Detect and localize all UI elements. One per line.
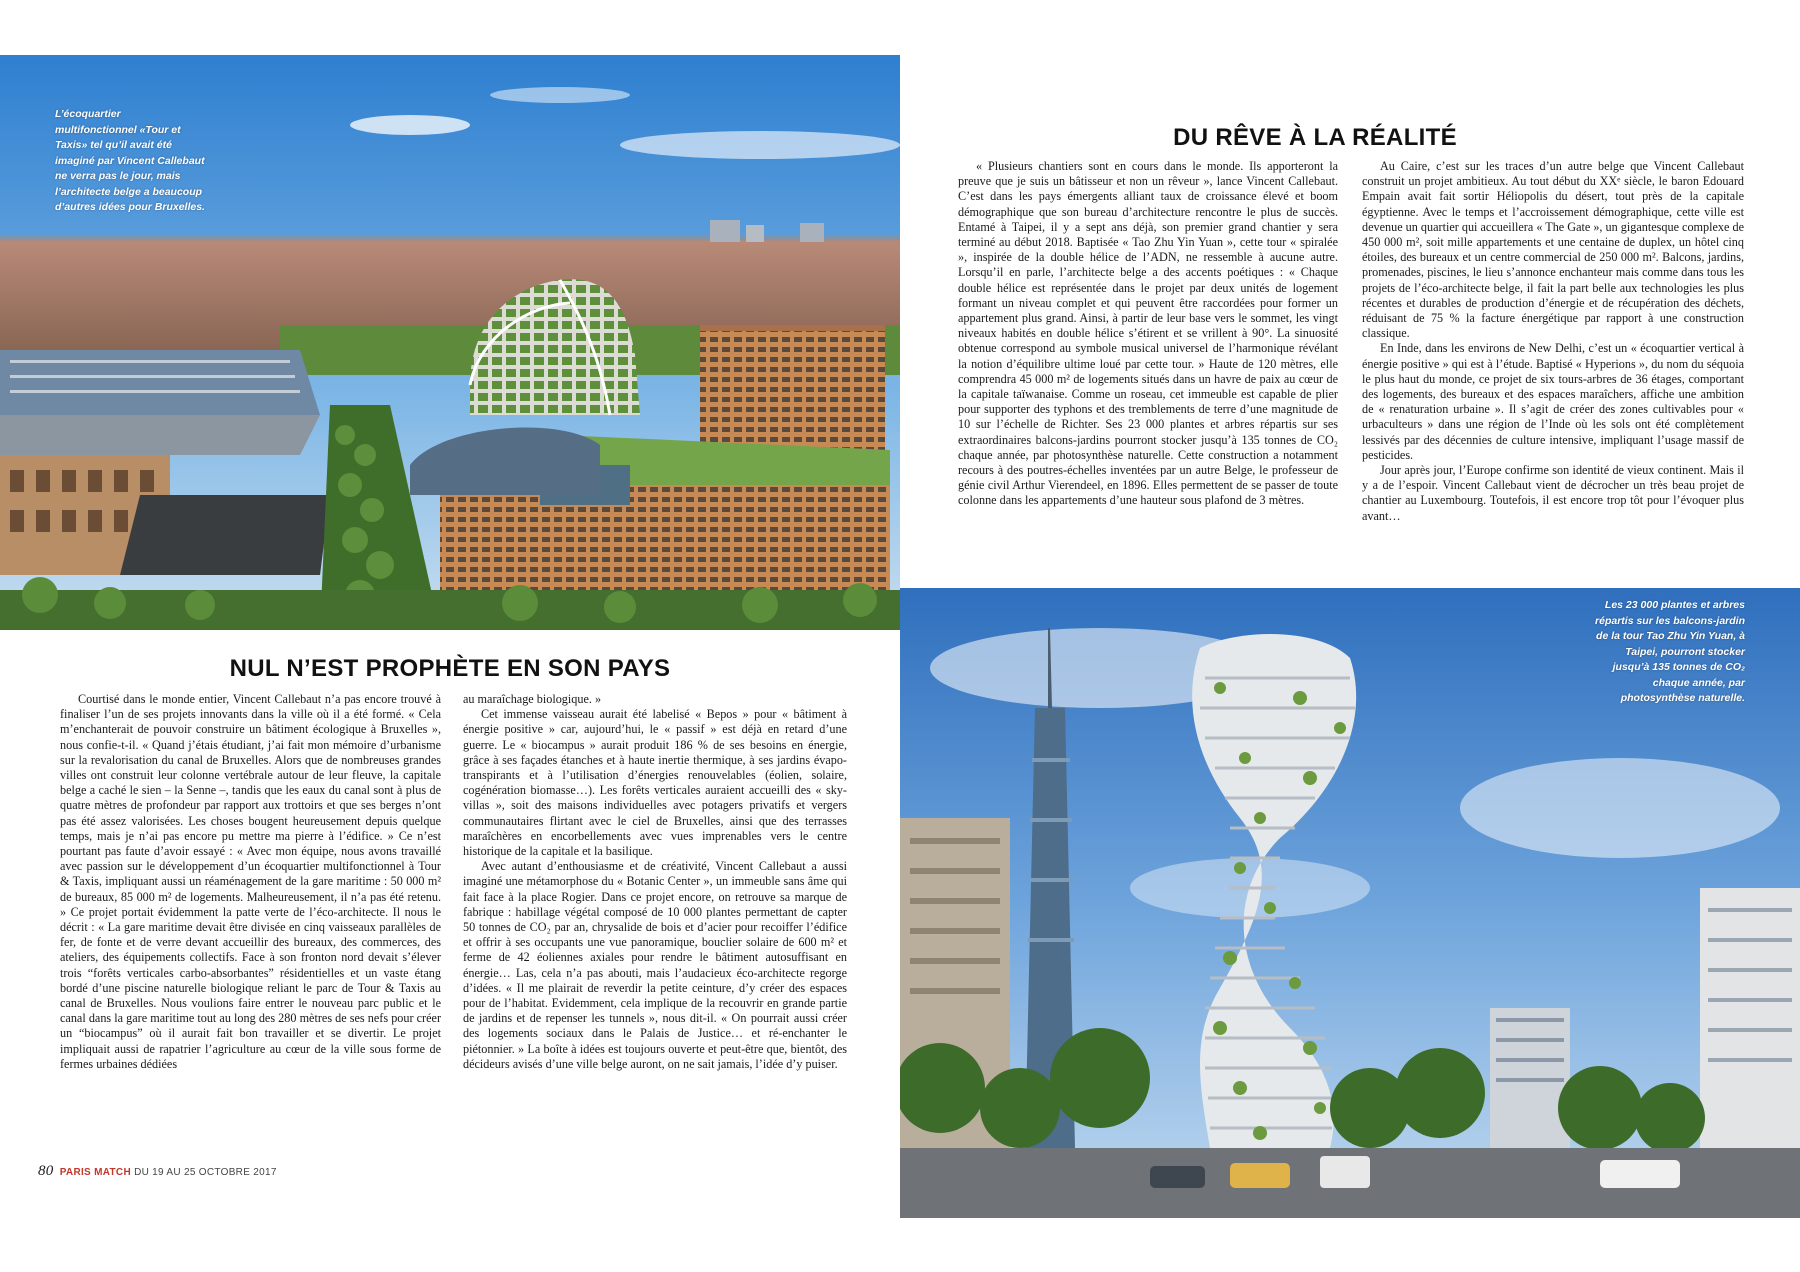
article-paragraph: « Plusieurs chantiers sont en cours dans le monde. Ils apporteront la preuve que je suis un bâtisseur et non un rêveur », lance Vincent Callebaut. C’est dans les pays émergents alliant taux de croissance élevé et boom démographique que son bureau d’architecture rencontre le plus de succès. Entamé à Taipei, il y a sept ans déjà, son premier grand chantier y sera terminé au début 2018. Baptisée « Tao Zhu Yin Yuan », cette tour « spiralée », inspirée de la double hélice de l’ADN, ne ressemble à aucune autre. Lorsqu’il en parle, l’architecte belge a des accents poétiques : « Chaque double hélice est représentée dans le projet par deux unités de logement formant un niveau complet et qui peuvent être raccordées pour former un appartement plus grand. Ainsi, à partir de leur base vers le sommet, les vingt niveaux habités en double hélice s’étirent et se vrillent à 90°. La sinuosité obtenue correspond au symbole musical universel de l’harmonique révélant la notion d’équilibre ultime loué par cette tour. » Haute de 120 mètres, elle comprendra 45 000 m² de logements situés dans un havre de paix au cœur de la capitale taïwanaise. Comme un roseau, cet immeuble est capable de plier pour supporter des typhons et des tremblements de terre d’une magnitude de 10 sur l’échelle de Richter. Ses 23 000 plantes et arbres répartis sur ses extraordinaires balcons-jardins pourront stocker jusqu’à 135 tonnes de CO₂ chaque année, par photosynthèse naturelle. Cette construction a notamment recours à des poutres-échelles inventées par un autre Belge, le professeur de génie civil Arthur Vierendeel, en 1896. Elles permettent de se passer de toute colonne dans les appartements d’une hauteur sous plafond de 3 mètres. [958,159,1338,508]
tour-et-taxis-photo [0,55,900,630]
article-paragraph: En Inde, dans les environs de New Delhi, c’est un « écoquartier vertical à énergie positive » qui est à l’étude. Baptisé « Hyperions », du nom du séquoia le plus haut du monde, ce projet de six tours-arbres de 36 étages, comportant des logements, des bureaux et des espaces maraîchers, affiche une ambition de « renaturation urbaine ». Il s’agit de créer des zones cultivables pour « urbaculteurs » dans une région de l’Inde où les sols ont été complètement lessivés par des décennies de culture intensive, impliquant l’usage massif de pesticides. [1362,341,1744,462]
page-footer [38,1163,277,1180]
issue-date: DU 19 AU 25 OCTOBRE 2017 [134,1167,277,1178]
article-paragraph: Courtisé dans le monde entier, Vincent Callebaut n’a pas encore trouvé à finaliser l’un de ses projets innovants dans la ville où il a été formé. « Cela m’enchanterait de pouvoir construire un bâtiment écologique à Bruxelles », nous confie-t-il. « Quand j’étais étudiant, j’ai fait mon mémoire d’urbanisme sur la revalorisation du canal de Bruxelles. Alors que de nombreuses grandes villes ont construit leur colonne vertébrale autour de leur fleuve, la capitale belge a caché le sien – la Senne –, tandis que les eaux du canal sont à plus de quatre mètres de profondeur par rapport aux trottoirs et que ses berges n’ont pas été assez valorisées. Les choses bougent heureusement depuis quelque temps, mais je n’ai pas encore pu mettre ma pierre à l’édifice. » Ce n’est pourtant pas faute d’avoir essayé : « Avec mon équipe, nous avons travaillé avec passion sur le développement d’un écoquartier multifonctionnel à Tour & Taxis, impliquant aussi un réaménagement de la gare maritime : 50 000 m² de bureaux, 85 000 m² de logements. Malheureusement, il n’a pas été retenu. » Ce projet portait évidemment la patte verte de l’éco-architecte. Il nous le décrit : « La gare maritime devait être divisée en cinq vaisseaux parallèles de fer, de fonte et de verre devant accueillir des bureaux, des commerces, des ateliers, des équipements collectifs. Face à son fronton nord devait s’élever trois “forêts verticales carbo-absorbantes” résidentielles et un vaste étang bordé d’une piscine naturelle biologique reliant le parc de Tour & Taxis au canal de Bruxelles. Nous voulions faire entrer le nouveau parc public et le canal dans la gare maritime tout au long des 280 mètres de ses nefs pour créer un “biocampus” où il aurait fait bon travailler et se divertir. Le projet impliquait aussi de rapatrier l’agriculture au cœur de la ville sous forme de fermes urbaines dédiées [60,692,441,1071]
article-paragraph: Cet immense vaisseau aurait été labelisé « Bepos » pour « bâtiment à énergie positive » car, aujourd’hui, le « passif » est déjà en retard d’une guerre. Le « biocampus » aurait produit 186 % de ses besoins en énergie, grâce à ses façades étanches et à haute inertie thermique, à ses jardins évapo-transpirants et à l’utilisation d’énergies renouvelables (éolien, solaire, cogénération biomasse…). Les forêts verticales auraient accueilli des « sky-villas », soit des maisons individuelles avec potagers privatifs et vergers communautaires flirtant avec le ciel de Bruxelles, ainsi que des terrasses maraîchères en encorbellements avec vues imprenables vers le centre historique de la capitale et la basilique. [463,707,847,859]
article-column-reve-1 [958,159,1338,509]
left-photo-caption: L’écoquartier multifonctionnel «Tour et Taxis» tel qu’il avait été imaginé par Vincent Callebaut ne verra pas le jour, mais l’architecte belge a beaucoup d’autres idées pour Bruxelles. [55,108,205,213]
article-column-nul-2 [463,692,847,1072]
section-heading-reve: DU RÊVE À LA RÉALITÉ [1173,124,1457,151]
section-heading-nul: NUL N’EST PROPHÈTE EN SON PAYS [229,655,671,682]
right-photo-caption: Les 23 000 plantes et arbres répartis sur les balcons-jardin de la tour Tao Zhu Yin Yuan, à Taipei, pourront stocker jusqu’à 135 tonnes de CO₂ chaque année, par photosynthèse naturelle. [1595,599,1745,704]
article-paragraph: Au Caire, c’est sur les traces d’un autre belge que Vincent Callebaut construit un projet ambitieux. Au tout début du XXᵉ siècle, le baron Edouard Empain avait fait sortir Héliopolis du désert, tout près de la capitale égyptienne. Avec le temps et l’accroissement démographique, cette ville est devenue un quartier qui accueillera « The Gate », un gigantesque complexe de 450 000 m², soit mille appartements et une centaine de duplex, un hôtel cinq étoiles, des bureaux et un centre commercial de 250 000 m². Balcons, jardins, promenades, piscines, le lieu s’annonce enchanteur mais comme dans tous les projets de l’éco-architecte belge, il fait la part belle aux technologies les plus récentes et durables de production d’énergie et de récupération des déchets, réduisant de 75 % la facture énergétique par rapport à une construction classique. [1362,159,1744,341]
tao-zhu-yin-yuan-photo [900,588,1800,1218]
magazine-name: PARIS MATCH [59,1167,131,1178]
article-paragraph-continued: au maraîchage biologique. » [463,692,602,706]
article-column-nul-1 [60,692,441,1072]
article-column-reve-2 [1362,159,1744,524]
article-paragraph: Avec autant d’enthousiasme et de créativité, Vincent Callebaut a aussi imaginé une métamorphose du « Botanic Center », un immeuble sans âme qui fait face à la place Rogier. Dans ce projet encore, on retrouve sa marque de fabrique : habillage végétal composé de 10 000 plantes permettant de capter 50 tonnes de CO₂ par an, chrysalide de bois et d’acier pour recoiffer l’édifice et offrir à ses occupants une vue panoramique, bouclier solaire de 600 m² et ferme de 42 éoliennes axiales pour rendre le bâtiment autosuffisant en énergie… Las, cela n’a pas abouti, mais l’audacieux éco-architecte regorge d’idées. « Il me plairait de reverdir la petite ceinture, d’y créer des espaces pour de l’habitat. Evidemment, cela implique de la recouvrir en grande partie de jardins et de repenser les tunnels », nous dit-il. « On pourrait aussi créer des logements sociaux dans le Palais de Justice… et ré-enchanter le piétonnier. » La boîte à idées est toujours ouverte et peut-être que, bientôt, des décideurs avisés d’une ville belge auront, on ne sait jamais, l’idée d’y puiser. [463,859,847,1071]
article-paragraph: Jour après jour, l’Europe confirme son identité de vieux continent. Mais il y a de l’espoir. Vincent Callebaut vient de décrocher un très beau projet de chantier au Luxembourg. Toutefois, il est encore trop tôt pour l’évoquer plus avant… [1362,463,1744,523]
page-number: 80 [38,1163,54,1179]
